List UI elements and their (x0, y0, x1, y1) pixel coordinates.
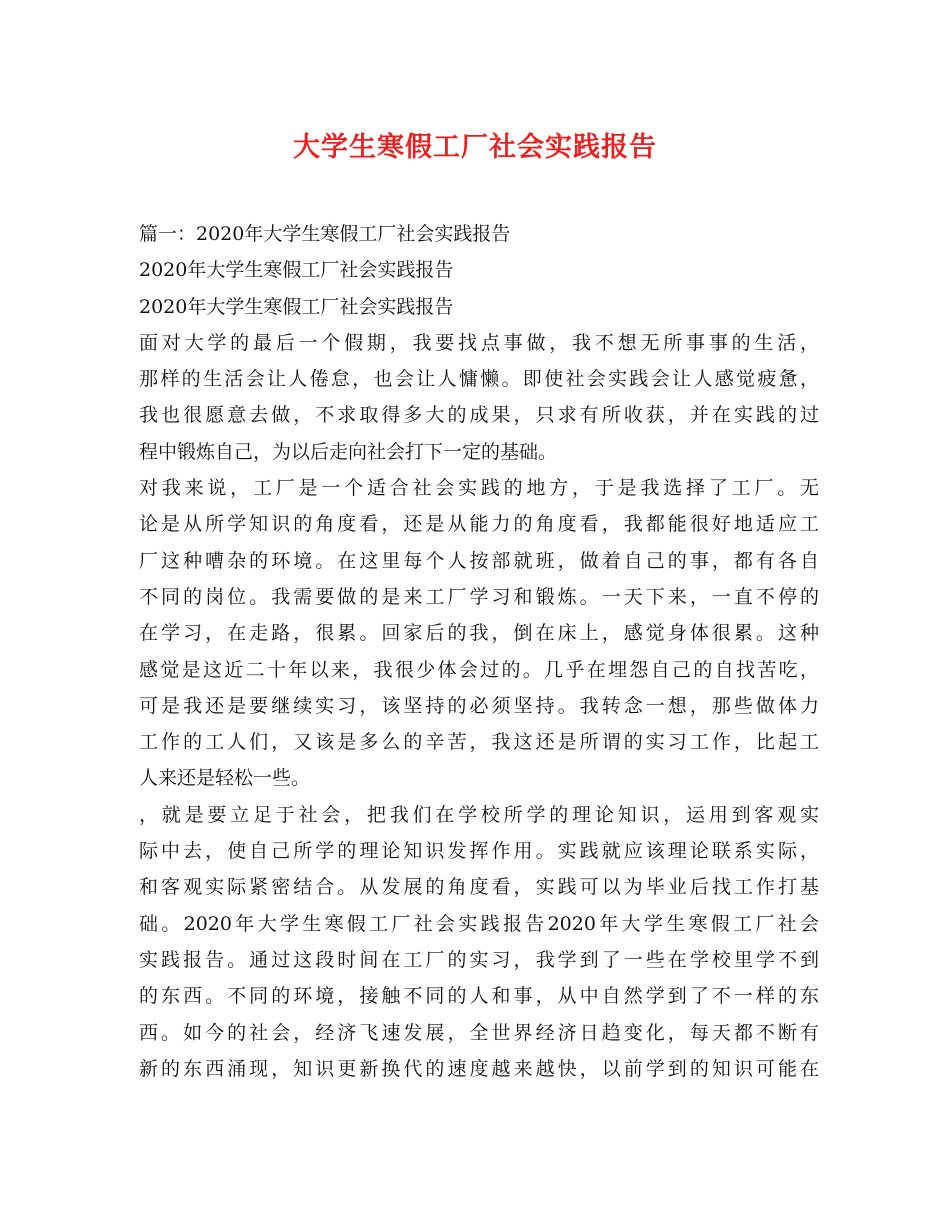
text-line: 人来还是轻松一些。 (139, 767, 311, 790)
text-line: 2020年大学生寒假工厂社会实践报告 (139, 259, 454, 282)
text-line: 面对大学的最后一个假期，我要找点事做，我不想无所事事的生活， (139, 331, 819, 354)
text-line: 那样的生活会让人倦怠，也会让人慵懒。即使社会实践会让人感觉疲惫， (139, 368, 819, 391)
document-body (139, 216, 819, 1087)
text-line: ，就是要立足于社会，把我们在学校所学的理论知识，运用到客观实 (139, 803, 819, 826)
text-line: 可是我还是要继续实习，该坚持的必须坚持。我转念一想，那些做体力 (139, 694, 819, 717)
text-line: 我也很愿意去做，不求取得多大的成果，只求有所收获，并在实践的过 (139, 404, 819, 427)
text-line: 篇一：2020年大学生寒假工厂社会实践报告 (139, 223, 511, 245)
text-line: 感觉是这近二十年以来，我很少体会过的。几乎在埋怨自己的自找苦吃， (139, 658, 819, 681)
text-line: 西。如今的社会，经济飞速发展，全世界经济日趋变化，每天都不断有 (139, 1021, 819, 1044)
text-line: 对我来说，工厂是一个适合社会实践的地方，于是我选择了工厂。无 (139, 477, 819, 500)
text-line: 程中锻炼自己，为以后走向社会打下一定的基础。 (139, 440, 558, 463)
text-line: 2020年大学生寒假工厂社会实践报告 (139, 295, 454, 318)
text-line: 不同的岗位。我需要做的是来工厂学习和锻炼。一天下来，一直不停的 (139, 585, 819, 608)
text-line: 论是从所学知识的角度看，还是从能力的角度看，我都能很好地适应工 (139, 513, 819, 536)
text-line: 际中去，使自己所学的理论知识发挥作用。实践就应该理论联系实际， (139, 840, 819, 863)
text-line: 在学习，在走路，很累。回家后的我，倒在床上，感觉身体很累。这种 (139, 622, 819, 645)
text-line: 新的东西涌现，知识更新换代的速度越来越快，以前学到的知识可能在 (139, 1057, 819, 1080)
text-line: 厂这种嘈杂的环境。在这里每个人按部就班，做着自己的事，都有各自 (139, 549, 819, 572)
text-line: 和客观实际紧密结合。从发展的角度看，实践可以为毕业后找工作打基 (139, 876, 819, 899)
text-line: 实践报告。通过这段时间在工厂的实习，我学到了一些在学校里学不到 (139, 948, 819, 971)
text-line: 工作的工人们，又该是多么的辛苦，我这还是所谓的实习工作，比起工 (139, 731, 819, 754)
text-line: 的东西。不同的环境，接触不同的人和事，从中自然学到了不一样的东 (139, 985, 819, 1008)
text-line: 础。2020年大学生寒假工厂社会实践报告2020年大学生寒假工厂社会 (139, 912, 819, 935)
page-title: 大学生寒假工厂社会实践报告 (293, 132, 657, 163)
